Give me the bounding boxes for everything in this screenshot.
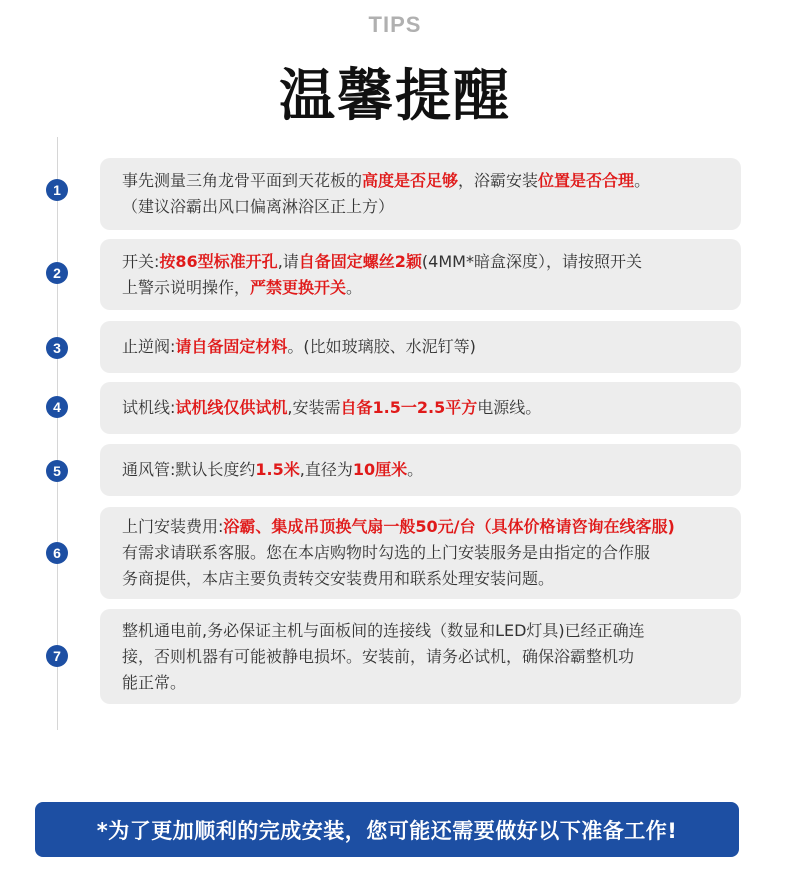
tip-text: （建议浴霸出风口偏离淋浴区正上方） (122, 197, 395, 216)
highlight-text: 浴霸、集成吊顶换气扇一般50元/台（具体价格请咨询在线客服) (223, 517, 675, 536)
highlight-text: 请自备固定材料 (175, 337, 288, 356)
tip-text: 接，否则机器有可能被静电损坏。安装前，请务必试机，确保浴霸整机功 (122, 646, 635, 666)
tip-text: 整机通电前,务必保证主机与面板间的连接线（数显和LED灯具)已经正确连 (122, 620, 645, 640)
highlight-text: 自备1.5一2.5平方 (340, 398, 478, 417)
tip-card (100, 444, 741, 496)
tip-text-line (122, 540, 727, 566)
tip-text-line (122, 194, 727, 220)
highlight-text: 严禁更换开关 (250, 277, 347, 297)
tip-card (100, 158, 741, 230)
step-number-badge: 3 (46, 337, 68, 359)
highlight-text: 1.5米 (255, 460, 300, 479)
tip-text-line (122, 334, 727, 360)
tip-text: 。 (346, 277, 363, 297)
tip-text-line (122, 618, 727, 644)
timeline-line (57, 137, 58, 730)
tip-text-line (122, 670, 727, 696)
tip-text: ,直径为 (299, 460, 353, 479)
tip-card (100, 239, 741, 310)
tip-text: 能正常。 (122, 672, 187, 692)
step-number-badge: 2 (46, 262, 68, 284)
tip-text: 试机线: (122, 398, 176, 417)
tip-text: 通风管:默认长度约 (122, 460, 256, 479)
highlight-text: 10厘米 (352, 460, 408, 479)
tip-text-line (122, 275, 727, 301)
tip-text: 上警示说明操作， (122, 277, 251, 297)
tip-text-line (122, 249, 727, 275)
tip-card (100, 609, 741, 704)
tip-text-line (122, 566, 727, 592)
tip-text: 止逆阀: (122, 337, 176, 356)
tip-text: 电源线。 (477, 398, 542, 417)
step-number-badge: 4 (46, 396, 68, 418)
tip-text: ,安装需 (287, 398, 341, 417)
tip-text: 务商提供，本店主要负责转交安装费用和联系处理安装问题。 (122, 569, 555, 588)
tip-text: 。 (634, 171, 651, 190)
tip-text: 事先测量三角龙骨平面到天花板的 (122, 171, 363, 190)
tip-text: 有需求请联系客服。您在本店购物时勾选的上门安装服务是由指定的合作服 (122, 543, 651, 562)
tip-text: 。 (407, 460, 424, 479)
highlight-text: 自备固定螺丝2颖 (298, 251, 422, 271)
tip-text-line (122, 168, 727, 194)
step-number-badge: 5 (46, 460, 68, 482)
tip-text: ,请 (277, 251, 299, 271)
tips-label: TIPS (368, 12, 422, 37)
tip-text-line (122, 514, 727, 540)
tip-text: 开关: (122, 251, 160, 271)
tip-text-line (122, 644, 727, 670)
tip-text: ，浴霸安装 (458, 171, 539, 190)
tip-card (100, 382, 741, 434)
step-number-badge: 1 (46, 179, 68, 201)
highlight-text: 按86型标准开孔 (159, 251, 278, 271)
tip-card (100, 321, 741, 373)
tip-text: 。(比如玻璃胶、水泥钉等) (287, 337, 476, 356)
tip-text-line (122, 395, 727, 421)
prepare-banner: *为了更加顺利的完成安装，您可能还需要做好以下准备工作! (35, 802, 739, 857)
tip-card (100, 507, 741, 599)
highlight-text: 位置是否合理 (538, 171, 635, 190)
tip-text: (4MM*暗盒深度），请按照开关 (421, 251, 642, 271)
tip-text-line (122, 457, 727, 483)
page-title: 温馨提醒 (279, 64, 511, 129)
step-number-badge: 7 (46, 645, 68, 667)
highlight-text: 高度是否足够 (362, 171, 459, 190)
tip-text: 上门安装费用: (122, 517, 224, 536)
highlight-text: 试机线仅供试机 (175, 398, 288, 417)
step-number-badge: 6 (46, 542, 68, 564)
